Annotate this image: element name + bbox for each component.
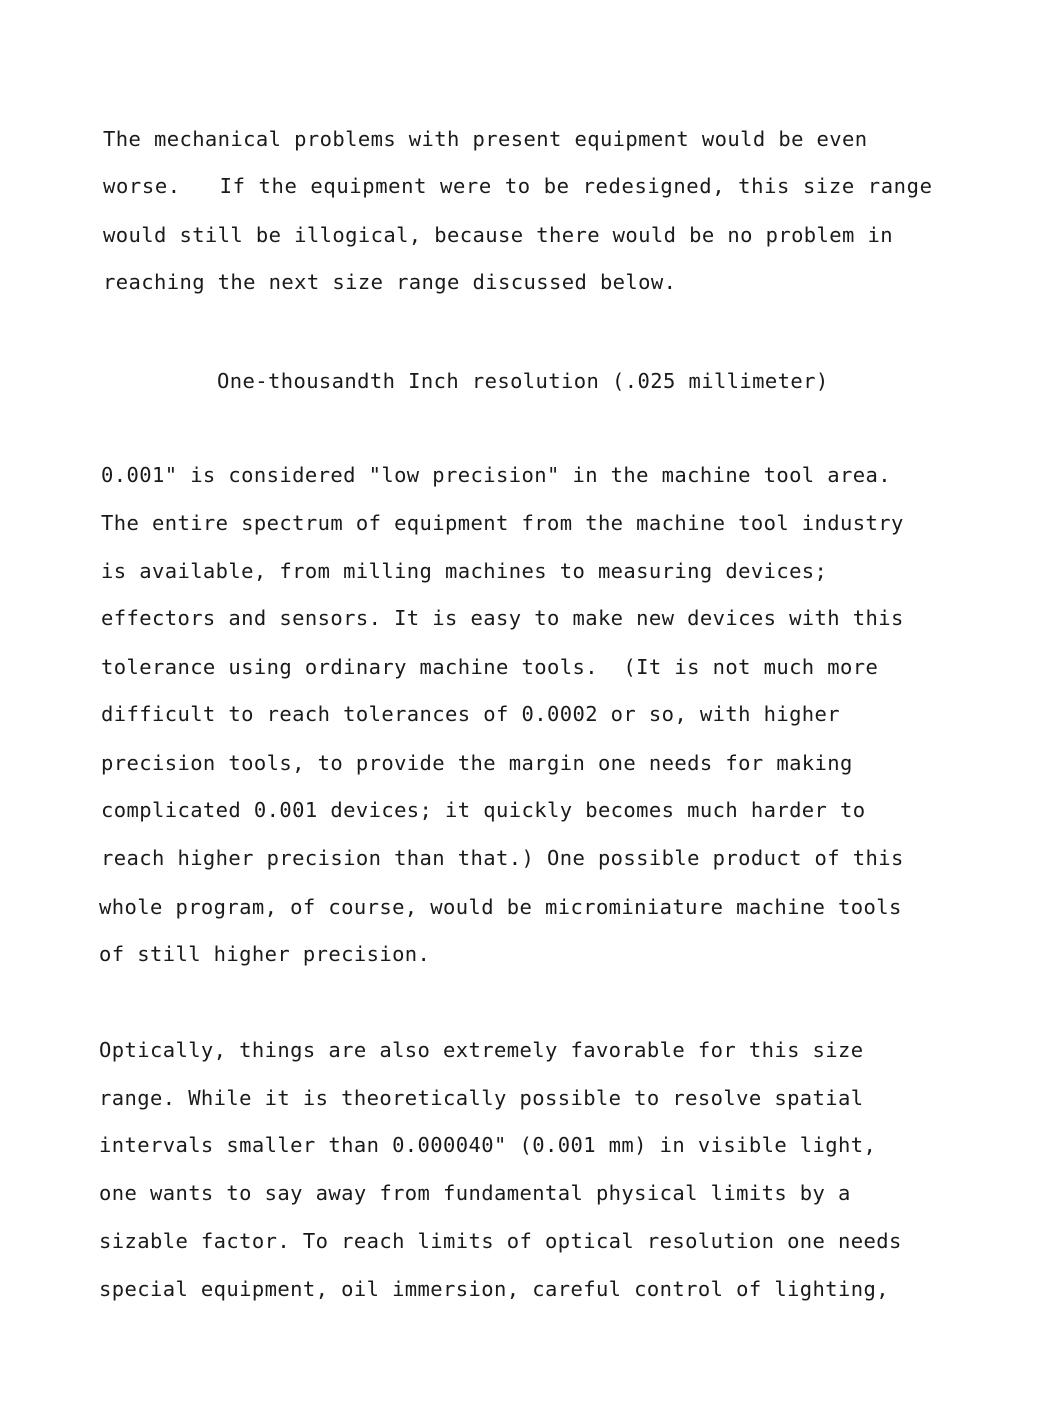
paragraph-2-line-10: whole program, of course, would be microminiature machine tools xyxy=(99,895,902,919)
paragraph-1-line-2: worse. If the equipment were to be redesigned, this size range xyxy=(103,174,933,198)
paragraph-3-line-4: one wants to say away from fundamental physical limits by a xyxy=(99,1181,851,1205)
paragraph-2-line-2: The entire spectrum of equipment from the machine tool industry xyxy=(101,511,904,535)
paragraph-1-line-1: The mechanical problems with present equipment would be even xyxy=(103,127,868,151)
paragraph-1-line-4: reaching the next size range discussed below. xyxy=(103,270,677,294)
paragraph-2-line-8: complicated 0.001 devices; it quickly becomes much harder to xyxy=(101,798,866,822)
paragraph-2-line-1: 0.001" is considered "low precision" in the machine tool area. xyxy=(101,463,892,487)
paragraph-2-line-7: precision tools, to provide the margin one needs for making xyxy=(101,751,853,775)
paragraph-1-line-3: would still be illogical, because there would be no problem in xyxy=(103,223,894,247)
paragraph-2-line-3: is available, from milling machines to measuring devices; xyxy=(101,559,828,583)
paragraph-3-line-3: intervals smaller than 0.000040" (0.001 mm) in visible light, xyxy=(99,1133,877,1157)
paragraph-2-line-5: tolerance using ordinary machine tools. (It is not much more xyxy=(101,655,879,679)
paragraph-3-line-5: sizable factor. To reach limits of optical resolution one needs xyxy=(99,1229,902,1253)
paragraph-3-line-1: Optically, things are also extremely favorable for this size xyxy=(99,1038,864,1062)
paragraph-2-line-6: difficult to reach tolerances of 0.0002 or so, with higher xyxy=(101,702,841,726)
paragraph-3-line-2: range. While it is theoretically possible to resolve spatial xyxy=(99,1086,864,1110)
paragraph-3-line-6: special equipment, oil immersion, careful control of lighting, xyxy=(99,1277,890,1301)
paragraph-2-line-9: reach higher precision than that.) One possible product of this xyxy=(101,846,904,870)
paragraph-2-line-11: of still higher precision. xyxy=(99,942,431,966)
section-heading: One-thousandth Inch resolution (.025 millimeter) xyxy=(217,369,829,393)
paragraph-2-line-4: effectors and sensors. It is easy to make new devices with this xyxy=(101,606,904,630)
